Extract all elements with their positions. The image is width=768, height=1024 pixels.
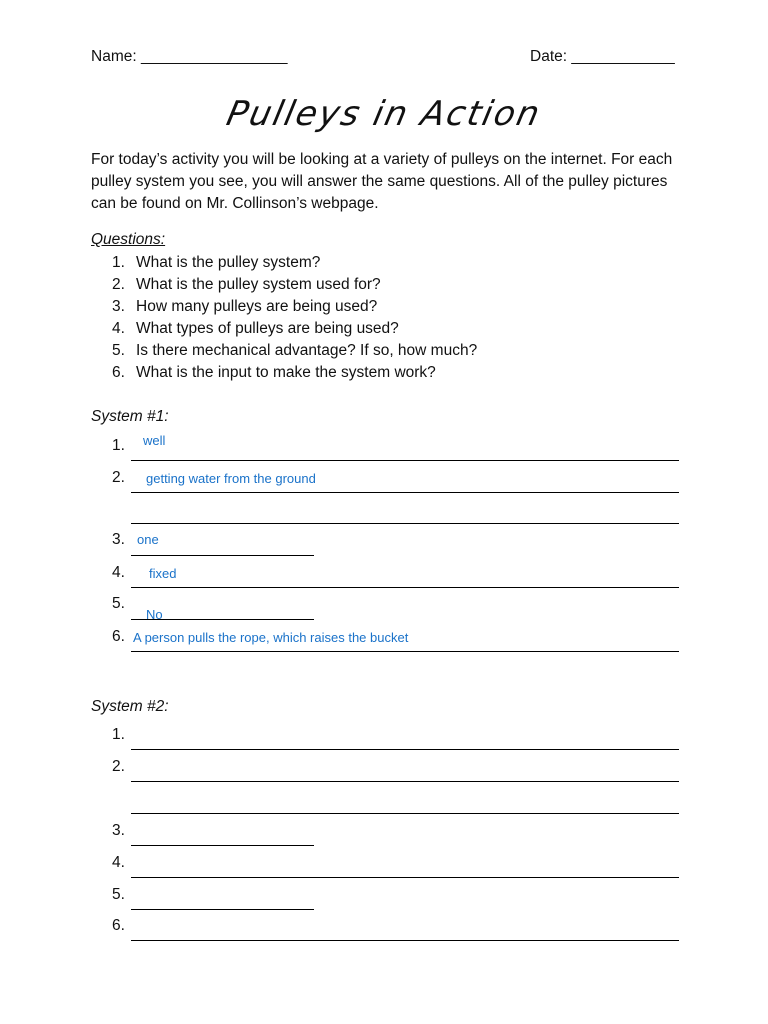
system1-number-1: 1. [112,437,125,454]
system1-answer-4[interactable]: fixed [149,566,177,581]
system2-answer-line-6[interactable] [131,940,679,941]
system2-answer-line-3[interactable] [131,845,314,846]
system1-answer-line-1 [131,460,679,461]
system2-number-5: 5. [112,886,125,903]
system1-answer-line-3 [131,555,314,556]
questions-list [112,252,477,384]
system2-heading: System #2: [91,698,169,715]
system2-answer-line-2[interactable] [131,781,679,782]
questions-heading: Questions: [91,231,166,248]
system1-answer-line-6 [131,651,679,652]
date-label: Date: ____________ [530,48,675,65]
system1-answer-line-5 [131,619,314,620]
system1-answer-line-2b [131,523,679,524]
system1-heading: System #1: [91,408,169,425]
system1-answer-line-4 [131,587,679,588]
system2-answer-line-4[interactable] [131,877,679,878]
question-item: 3. How many pulleys are being used? [112,298,378,315]
question-item: 2. What is the pulley system used for? [112,276,381,293]
system1-answer-1[interactable]: well [143,433,166,448]
name-label: Name: _________________ [91,48,288,65]
system2-number-3: 3. [112,822,125,839]
page-title: Pulleys in Action [223,94,545,134]
system1-answer-line-2 [131,492,679,493]
system1-answer-6[interactable]: A person pulls the rope, which raises the bucket [133,630,409,645]
question-item: 6. What is the input to make the system work? [112,364,436,381]
system1-answer-5[interactable]: No [146,607,163,622]
system2-number-6: 6. [112,917,125,934]
intro-paragraph: For today’s activity you will be looking at a variety of pulleys on the internet. For each pulley system you see, you will answer the same questions. All of the pulley pictures can be found on Mr. Collinson’s webpage. [91,151,673,212]
system2-answer-line-1[interactable] [131,749,679,750]
system1-answer-2[interactable]: getting water from the ground [146,471,316,486]
system1-number-6: 6. [112,628,125,645]
system1-answer-3[interactable]: one [137,532,159,547]
system1-number-4: 4. [112,564,125,581]
system1-number-3: 3. [112,531,125,548]
system1-number-5: 5. [112,595,125,612]
system2-answer-line-2b[interactable] [131,813,679,814]
system2-number-1: 1. [112,726,125,743]
system2-number-4: 4. [112,854,125,871]
question-item: 5. Is there mechanical advantage? If so, how much? [112,342,478,359]
system1-number-2: 2. [112,469,125,486]
system2-answer-line-5[interactable] [131,909,314,910]
question-item: 1. What is the pulley system? [112,254,321,271]
system2-number-2: 2. [112,758,125,775]
question-item: 4. What types of pulleys are being used? [112,320,399,337]
